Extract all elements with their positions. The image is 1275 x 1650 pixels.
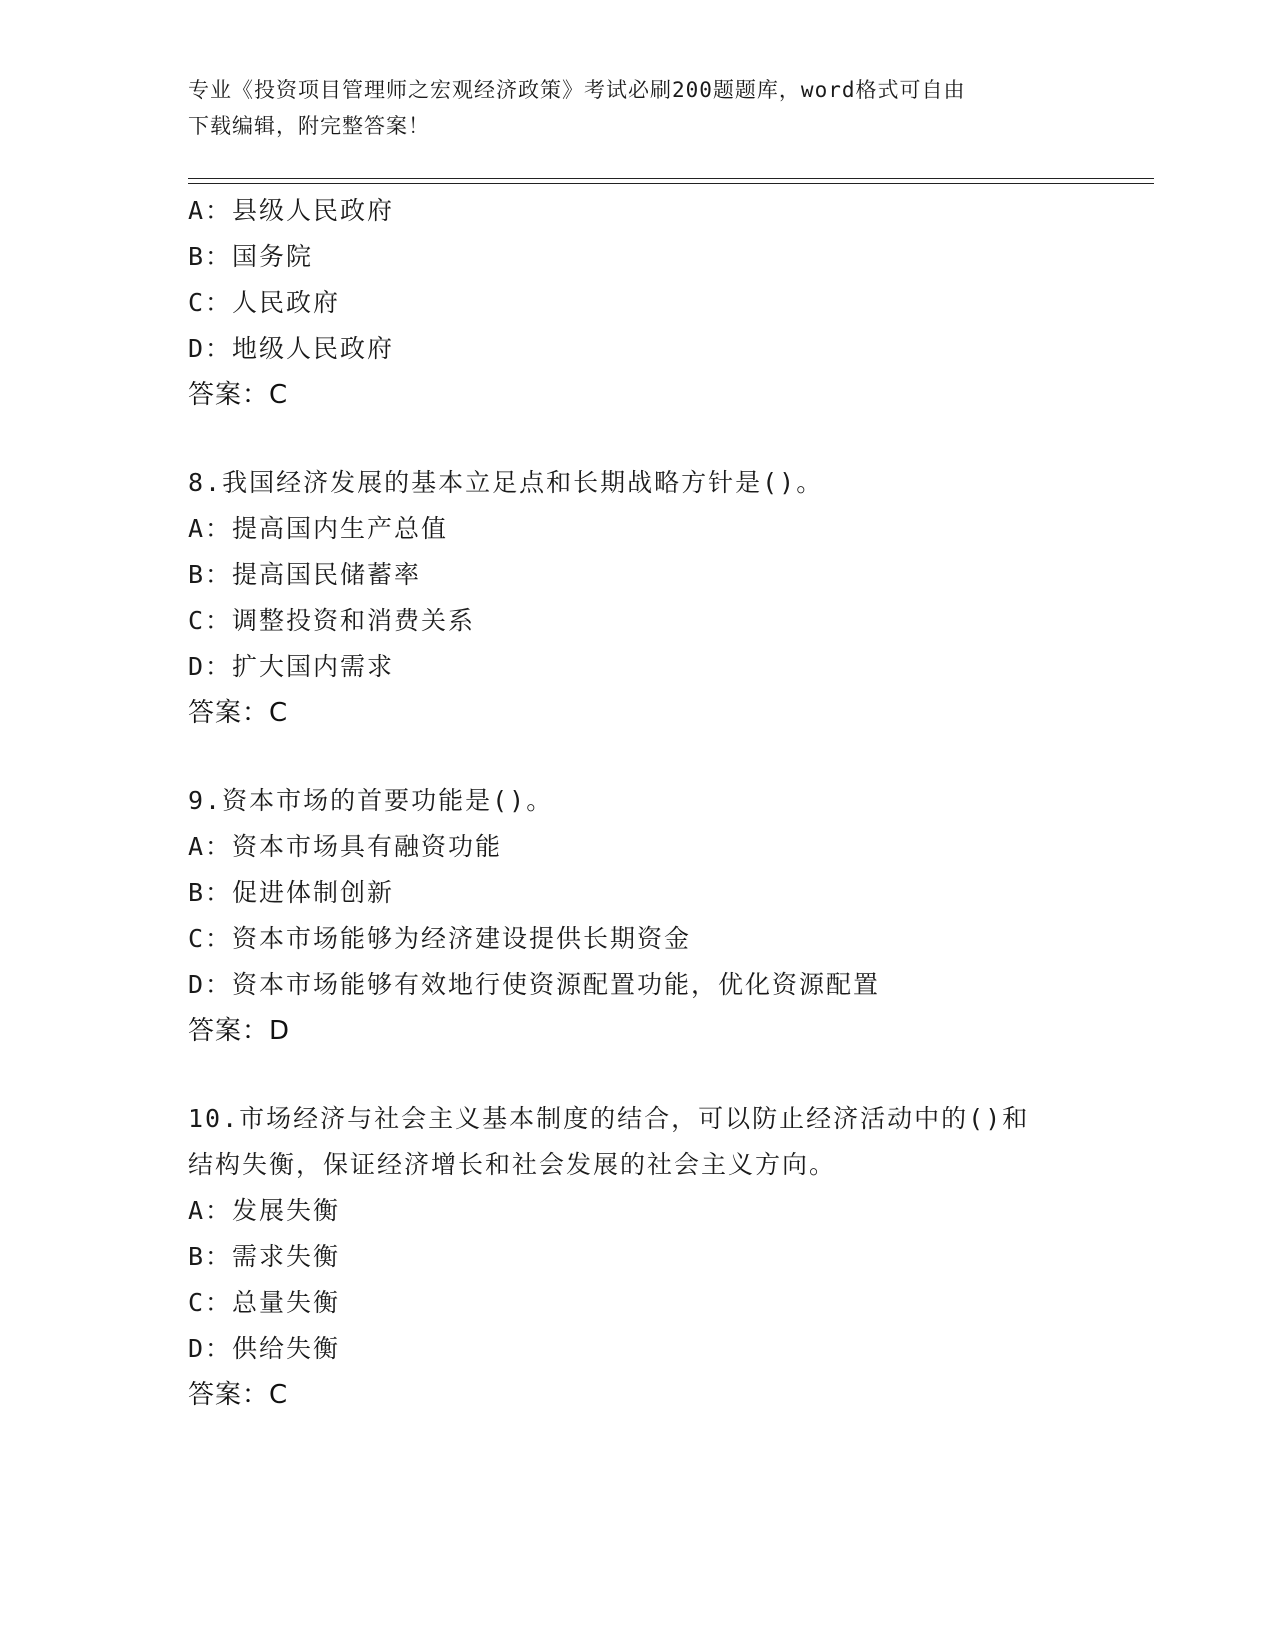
option-b: B：需求失衡 — [188, 1242, 341, 1271]
question-7-block — [188, 188, 1088, 418]
option-c: C：资本市场能够为经济建设提供长期资金 — [188, 924, 692, 953]
option-a: A：提高国内生产总值 — [188, 514, 449, 543]
question-list — [188, 188, 1088, 1418]
question-text-line-1: 10.市场经济与社会主义基本制度的结合，可以防止经济活动中的()和 — [188, 1104, 1030, 1133]
header-line-2: 下载编辑，附完整答案！ — [188, 114, 430, 138]
answer-line: 答案：C — [188, 698, 289, 728]
option-a: A：县级人民政府 — [188, 196, 395, 225]
question-text-line-2: 结构失衡，保证经济增长和社会发展的社会主义方向。 — [188, 1150, 837, 1179]
spacer — [188, 1054, 1088, 1096]
option-b: B：国务院 — [188, 242, 314, 271]
option-a: A：发展失衡 — [188, 1196, 341, 1225]
spacer — [188, 736, 1088, 778]
header-divider-top — [188, 178, 1154, 179]
spacer — [188, 418, 1088, 460]
option-a: A：资本市场具有融资功能 — [188, 832, 503, 861]
header-divider-bottom — [188, 183, 1154, 184]
question-text: 9.资本市场的首要功能是()。 — [188, 786, 554, 815]
option-c: C：总量失衡 — [188, 1288, 341, 1317]
question-text: 8.我国经济发展的基本立足点和长期战略方针是()。 — [188, 468, 824, 497]
option-c: C：调整投资和消费关系 — [188, 606, 476, 635]
answer-line: 答案：D — [188, 1016, 291, 1046]
option-d: D：供给失衡 — [188, 1334, 341, 1363]
option-d: D：资本市场能够有效地行使资源配置功能，优化资源配置 — [188, 970, 881, 999]
question-10-block — [188, 1096, 1088, 1418]
answer-line: 答案：C — [188, 380, 289, 410]
document-header — [188, 72, 1078, 144]
answer-line: 答案：C — [188, 1380, 289, 1410]
header-line-1: 专业《投资项目管理师之宏观经济政策》考试必刷200题题库，word格式可自由 — [188, 78, 966, 102]
option-b: B：促进体制创新 — [188, 878, 395, 907]
option-d: D：地级人民政府 — [188, 334, 395, 363]
question-8-block — [188, 460, 1088, 736]
option-c: C：人民政府 — [188, 288, 341, 317]
question-9-block — [188, 778, 1088, 1054]
option-d: D：扩大国内需求 — [188, 652, 395, 681]
option-b: B：提高国民储蓄率 — [188, 560, 422, 589]
